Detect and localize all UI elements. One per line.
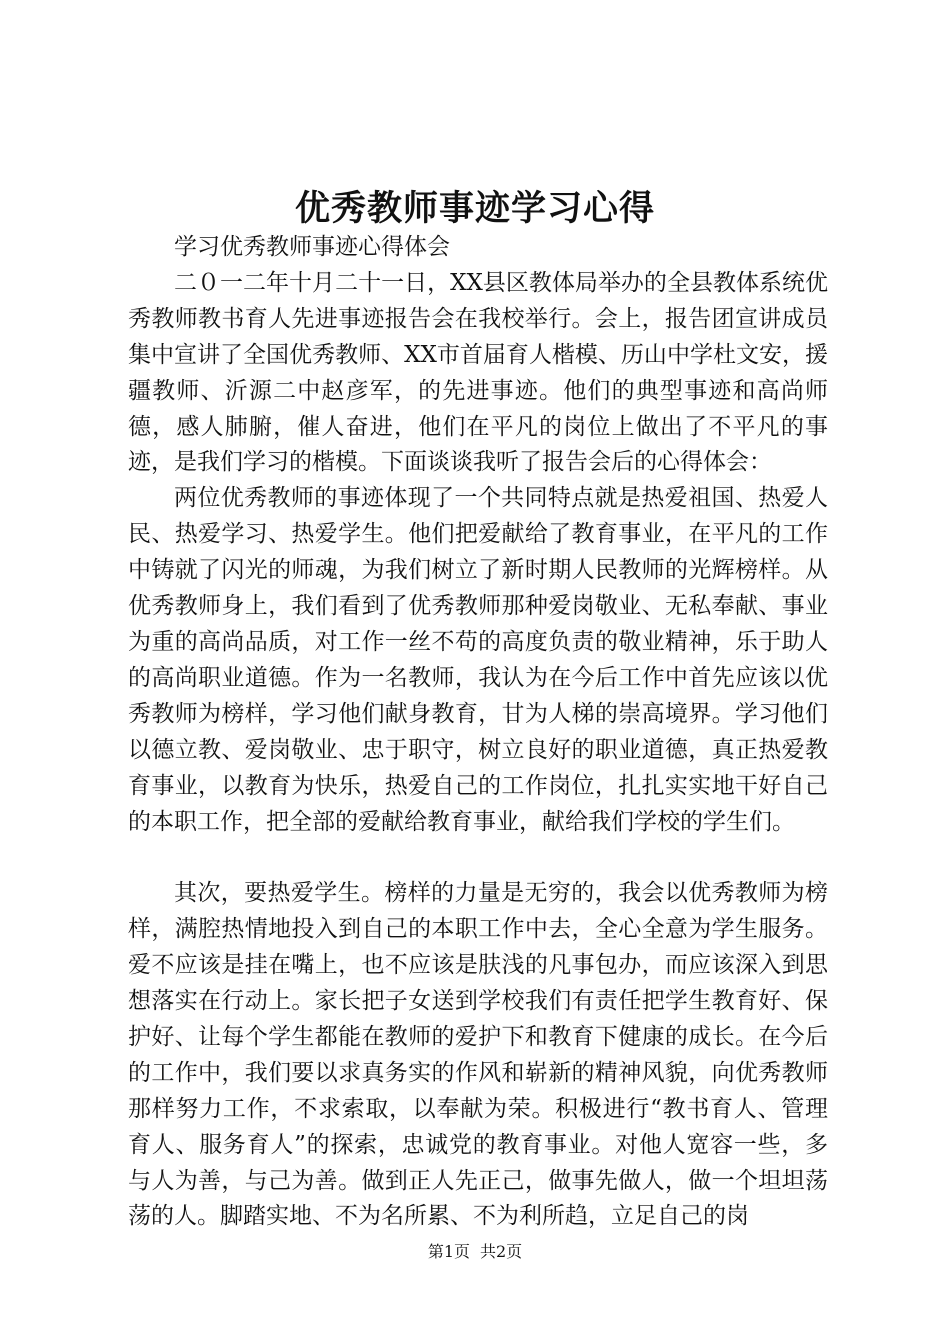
page-footer (0, 1240, 950, 1264)
paragraph-1: 二０一二年十月二十一日，XX县区教体局举办的全县教体系统优秀教师教书育人先进事迹报告会在我校举行。会上，报告团宣讲成员集中宣讲了全国优秀教师、XX市首届育人楷模、历山中学杜文安，援疆教师、沂源二中赵彦军，的先进事迹。他们的典型事迹和高尚师德，感人肺腑，催人奋进，他们在平凡的岗位上做出了不平凡的事迹，是我们学习的楷模。下面谈谈我听了报告会后的心得体会： (128, 269, 828, 476)
page-number: 第1页 (427, 1242, 470, 1261)
document-title: 优秀教师事迹学习心得 (294, 188, 655, 229)
page-total: 共2页 (480, 1242, 523, 1261)
document-subtitle: 学习优秀教师事迹心得体会 (174, 234, 450, 260)
blank-line (128, 840, 828, 876)
document-body (128, 230, 828, 1235)
paragraph-2: 两位优秀教师的事迹体现了一个共同特点就是热爱祖国、热爱人民、热爱学习、热爱学生。他们把爱献给了教育事业，在平凡的工作中铸就了闪光的师魂，为我们树立了新时期人民教师的光辉榜样。从优秀教师身上，我们看到了优秀教师那种爱岗敬业、无私奉献、事业为重的高尚品质，对工作一丝不苟的高度负责的敬业精神，乐于助人的高尚职业道德。作为一名教师，我认为在今后工作中首先应该以优秀教师为榜样，学习他们献身教育，甘为人梯的崇高境界。学习他们以德立教、爱岗敬业、忠于职守，树立良好的职业道德，真正热爱教育事业，以教育为快乐，热爱自己的工作岗位，扎扎实实地干好自己的本职工作，把全部的爱献给教育事业，献给我们学校的学生们。 (128, 485, 828, 835)
paragraph-3: 其次，要热爱学生。榜样的力量是无穷的，我会以优秀教师为榜样，满腔热情地投入到自己的本职工作中去，全心全意为学生服务。爱不应该是挂在嘴上，也不应该是肤浅的凡事包办，而应该深入到思想落实在行动上。家长把子女送到学校我们有责任把学生教育好、保护好、让每个学生都能在教师的爱护下和教育下健康的成长。在今后的工作中，我们要以求真务实的作风和崭新的精神风貌，向优秀教师那样努力工作，不求索取，以奉献为荣。积极进行“教书育人、管理育人、服务育人”的探索，忠诚党的教育事业。对他人宽容一些，多与人为善，与己为善。做到正人先正己，做事先做人，做一个坦坦荡荡的人。脚踏实地、不为名所累、不为利所趋，立足自己的岗 (128, 880, 828, 1230)
